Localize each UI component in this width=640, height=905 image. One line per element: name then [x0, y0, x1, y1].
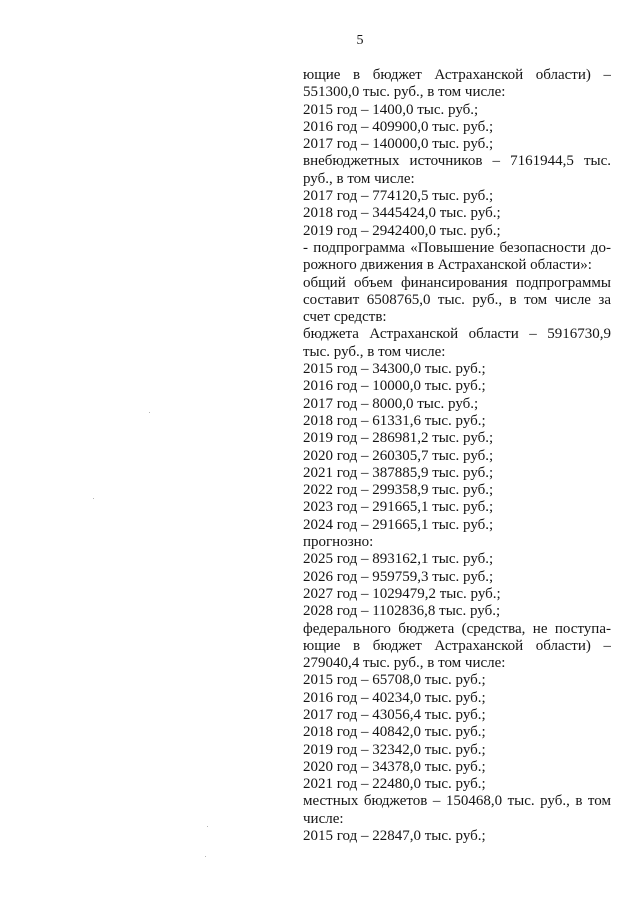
text-line: бюджета Астраханской области – 5916730,9 — [303, 326, 611, 343]
text-line: 2016 год – 40234,0 тыс. руб.; — [303, 689, 486, 706]
text-line: 279040,4 тыс. руб., в том числе: — [303, 655, 506, 672]
text-line: 2026 год – 959759,3 тыс. руб.; — [303, 568, 494, 585]
text-line: 2015 год – 22847,0 тыс. руб.; — [303, 828, 486, 845]
scan-speck — [205, 856, 206, 857]
text-line: рожного движения в Астраханской области»: — [303, 257, 592, 274]
text-line: общий объем финансирования подпрограммы — [303, 274, 611, 291]
scan-speck — [93, 498, 94, 499]
text-line: 2015 год – 1400,0 тыс. руб.; — [303, 101, 479, 118]
text-line: 2020 год – 260305,7 тыс. руб.; — [303, 447, 494, 464]
text-line: 2019 год – 32342,0 тыс. руб.; — [303, 741, 486, 758]
text-line: 2017 год – 8000,0 тыс. руб.; — [303, 395, 479, 412]
text-line: внебюджетных источников – 7161944,5 тыс. — [303, 153, 611, 170]
scan-speck — [149, 412, 150, 413]
text-line: 2023 год – 291665,1 тыс. руб.; — [303, 499, 494, 516]
text-line: 2018 год – 3445424,0 тыс. руб.; — [303, 205, 501, 222]
text-line: 2018 год – 40842,0 тыс. руб.; — [303, 724, 486, 741]
page-number: 5 — [356, 33, 364, 48]
text-line: ющие в бюджет Астраханской области) – — [303, 637, 611, 654]
text-line: 2016 год – 409900,0 тыс. руб.; — [303, 118, 494, 135]
text-line: 2016 год – 10000,0 тыс. руб.; — [303, 378, 486, 395]
text-line: ющие в бюджет Астраханской области) – — [303, 67, 611, 83]
text-line: 2019 год – 2942400,0 тыс. руб.; — [303, 222, 501, 239]
text-line: 2025 год – 893162,1 тыс. руб.; — [303, 551, 494, 568]
text-line: 2017 год – 140000,0 тыс. руб.; — [303, 136, 494, 153]
text-line: 2020 год – 34378,0 тыс. руб.; — [303, 758, 486, 775]
text-line: 2027 год – 1029479,2 тыс. руб.; — [303, 585, 501, 602]
scan-speck — [207, 826, 208, 827]
text-line: руб., в том числе: — [303, 170, 415, 187]
text-line: 2022 год – 299358,9 тыс. руб.; — [303, 482, 494, 499]
text-line: числе: — [303, 810, 344, 827]
text-line: составит 6508765,0 тыс. руб., в том числе за — [303, 291, 611, 308]
text-line: 2019 год – 286981,2 тыс. руб.; — [303, 430, 494, 447]
text-line: 2018 год – 61331,6 тыс. руб.; — [303, 412, 486, 429]
text-line: тыс. руб., в том числе: — [303, 343, 446, 360]
text-line: 2024 год – 291665,1 тыс. руб.; — [303, 516, 494, 533]
text-line: 2017 год – 43056,4 тыс. руб.; — [303, 706, 486, 723]
text-line: счет средств: — [303, 309, 387, 326]
text-line: 2015 год – 65708,0 тыс. руб.; — [303, 672, 486, 689]
text-line: федерального бюджета (средства, не поступа- — [303, 620, 611, 637]
text-line: - подпрограмма «Повышение безопасности до- — [303, 239, 611, 256]
text-line: 2017 год – 774120,5 тыс. руб.; — [303, 188, 494, 205]
text-column — [303, 67, 611, 845]
text-line: 2015 год – 34300,0 тыс. руб.; — [303, 361, 486, 378]
text-line: местных бюджетов – 150468,0 тыс. руб., в том — [303, 793, 611, 810]
text-line: 2028 год – 1102836,8 тыс. руб.; — [303, 603, 501, 620]
text-line: прогнозно: — [303, 534, 374, 551]
text-line: 551300,0 тыс. руб., в том числе: — [303, 84, 506, 101]
text-line: 2021 год – 22480,0 тыс. руб.; — [303, 776, 486, 793]
text-line: 2021 год – 387885,9 тыс. руб.; — [303, 464, 494, 481]
